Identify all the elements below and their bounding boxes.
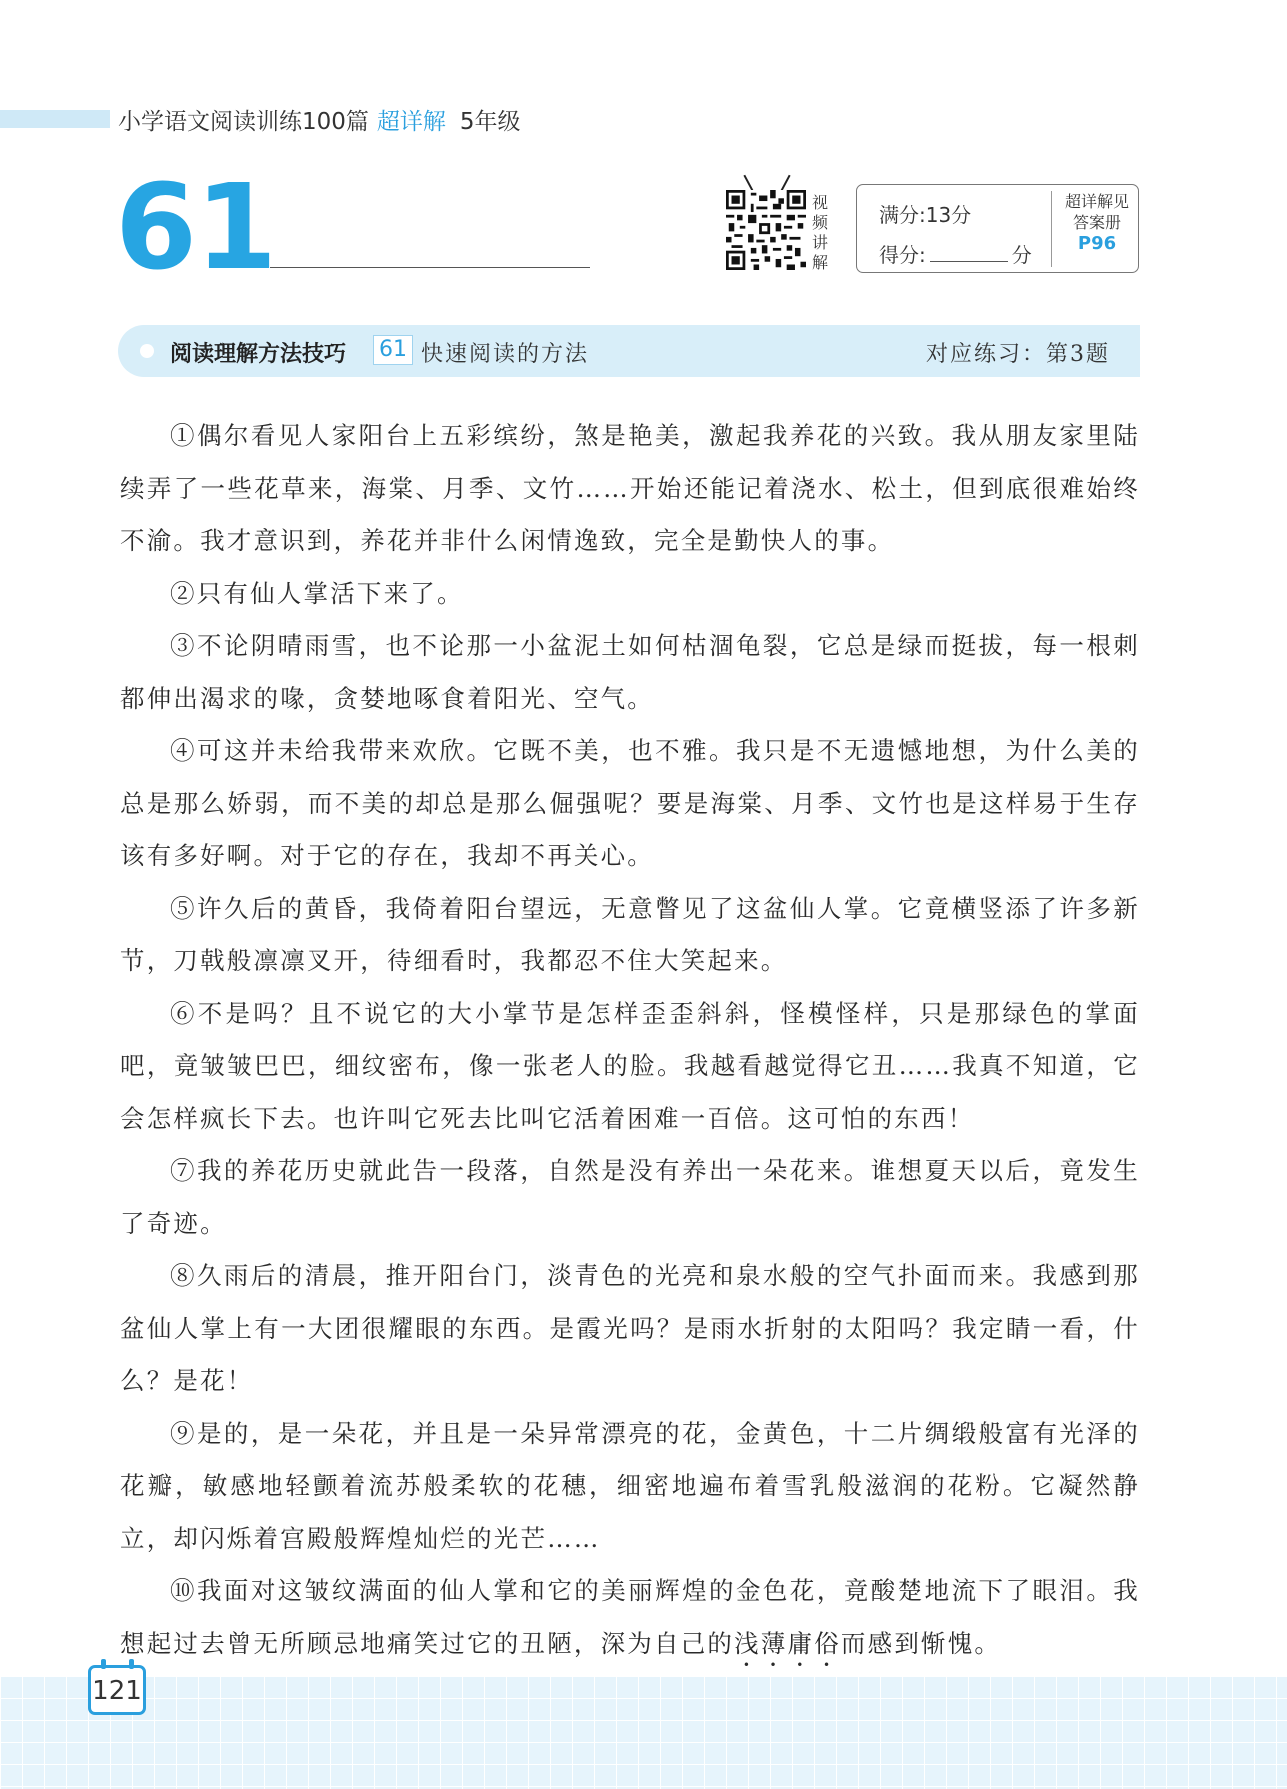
score-box	[856, 184, 1139, 273]
banner-method: 快速阅读的方法	[421, 342, 590, 367]
paragraph-text: ⑩我面对这皱纹满面的仙人掌和它的美丽辉煌的金色花，竟酸楚地流下了眼泪。我想起过去曾无所顾忌地痛笑过它的丑陋，深为自己的	[120, 1576, 1140, 1658]
qr-caption-char: 讲	[811, 233, 828, 252]
answer-reference	[1057, 191, 1137, 254]
answer-ref-page: P96	[1077, 233, 1117, 254]
score-divider	[1051, 191, 1052, 267]
answer-ref-line2: 答案册	[1072, 213, 1121, 232]
page-number-badge	[88, 1665, 146, 1715]
banner-number: 61	[373, 335, 413, 365]
score-unit: 分	[1011, 243, 1032, 267]
book-accent: 超详解	[376, 109, 446, 135]
book-grade: 5年级	[459, 109, 521, 135]
banner-title: 阅读理解方法技巧	[170, 342, 347, 367]
qr-caption	[810, 193, 830, 273]
qr-code-icon[interactable]	[726, 190, 806, 270]
page-number: 121	[92, 1676, 142, 1706]
paragraph: ②只有仙人掌活下来了。	[170, 578, 464, 608]
score-field[interactable]	[879, 239, 1032, 268]
header-accent-bar	[0, 110, 110, 128]
paragraph: ⑨是的，是一朵花，并且是一朵异常漂亮的花，金黄色，十二片绸缎般富有光泽的花瓣，敏感地轻颤着流苏般柔软的花穗，细密地遍布着雪乳般滋润的花粉。它凝然静立，却闪烁着宫殿般辉煌灿烂的光芒……	[120, 1418, 1140, 1553]
reading-passage	[120, 410, 1140, 1672]
book-title: 小学语文阅读训练100篇	[118, 109, 369, 135]
calendar-ring-icon	[129, 1659, 134, 1669]
footer-grid	[0, 1676, 1287, 1789]
title-underline	[270, 267, 590, 268]
lesson-number: 61	[115, 158, 276, 296]
answer-ref-line1: 超详解见	[1064, 192, 1129, 211]
banner-dot	[140, 344, 154, 358]
paragraph: ①偶尔看见人家阳台上五彩缤纷，煞是艳美，激起我养花的兴致。我从朋友家里陆续弄了一些花草来，海棠、月季、文竹……开始还能记着浇水、松土，但到底很难始终不渝。我才意识到，养花并非什么闲情逸致，完全是勤快人的事。	[120, 421, 1140, 555]
calendar-ring-icon	[101, 1659, 106, 1669]
paragraph: ⑧久雨后的清晨，推开阳台门，淡青色的光亮和泉水般的空气扑面而来。我感到那盆仙人掌上有一大团很耀眼的东西。是霞光吗？是雨水折射的太阳吗？我定睛一看，什么？是花！	[120, 1261, 1140, 1395]
paragraph: ④可这并未给我带来欢欣。它既不美，也不雅。我只是不无遗憾地想，为什么美的总是那么娇弱，而不美的却总是那么倔强呢？要是海棠、月季、文竹也是这样易于生存该有多好啊。对于它的存在，我却不再关心。	[120, 736, 1140, 870]
running-header	[118, 103, 521, 136]
qr-caption-char: 解	[811, 253, 828, 272]
paragraph-text: 而感到惭愧。	[840, 1628, 1002, 1658]
full-score-label: 满分:13分	[879, 203, 972, 227]
qr-caption-char: 频	[811, 213, 828, 232]
paragraph: ③不论阴晴雨雪，也不论那一小盆泥土如何枯涸龟裂，它总是绿而挺拔，每一根刺都伸出渴求的喙，贪婪地啄食着阳光、空气。	[120, 631, 1140, 713]
paragraph: ⑤许久后的黄昏，我倚着阳台望远，无意瞥见了这盆仙人掌。它竟横竖添了许多新节，刀戟般凛凛叉开，待细看时，我都忍不住大笑起来。	[120, 893, 1140, 975]
qr-caption-char: 视	[811, 193, 828, 212]
banner-practice: 对应练习：第3题	[926, 342, 1110, 367]
score-blank[interactable]	[930, 261, 1008, 262]
score-label: 得分:	[879, 243, 926, 267]
paragraph: ⑥不是吗？且不说它的大小掌节是怎样歪歪斜斜，怪模怪样，只是那绿色的掌面吧，竟皱皱巴巴，细纹密布，像一张老人的脸。我越看越觉得它丑……我真不知道，它会怎样疯长下去。也许叫它死去比叫它活着困难一百倍。这可怕的东西！	[120, 998, 1140, 1133]
paragraph: ⑦我的养花历史就此告一段落，自然是没有养出一朵花来。谁想夏天以后，竟发生了奇迹。	[120, 1156, 1140, 1238]
emphasized-phrase: 浅薄庸俗	[734, 1628, 841, 1658]
method-banner	[118, 325, 1140, 377]
paragraph	[120, 1565, 1140, 1672]
